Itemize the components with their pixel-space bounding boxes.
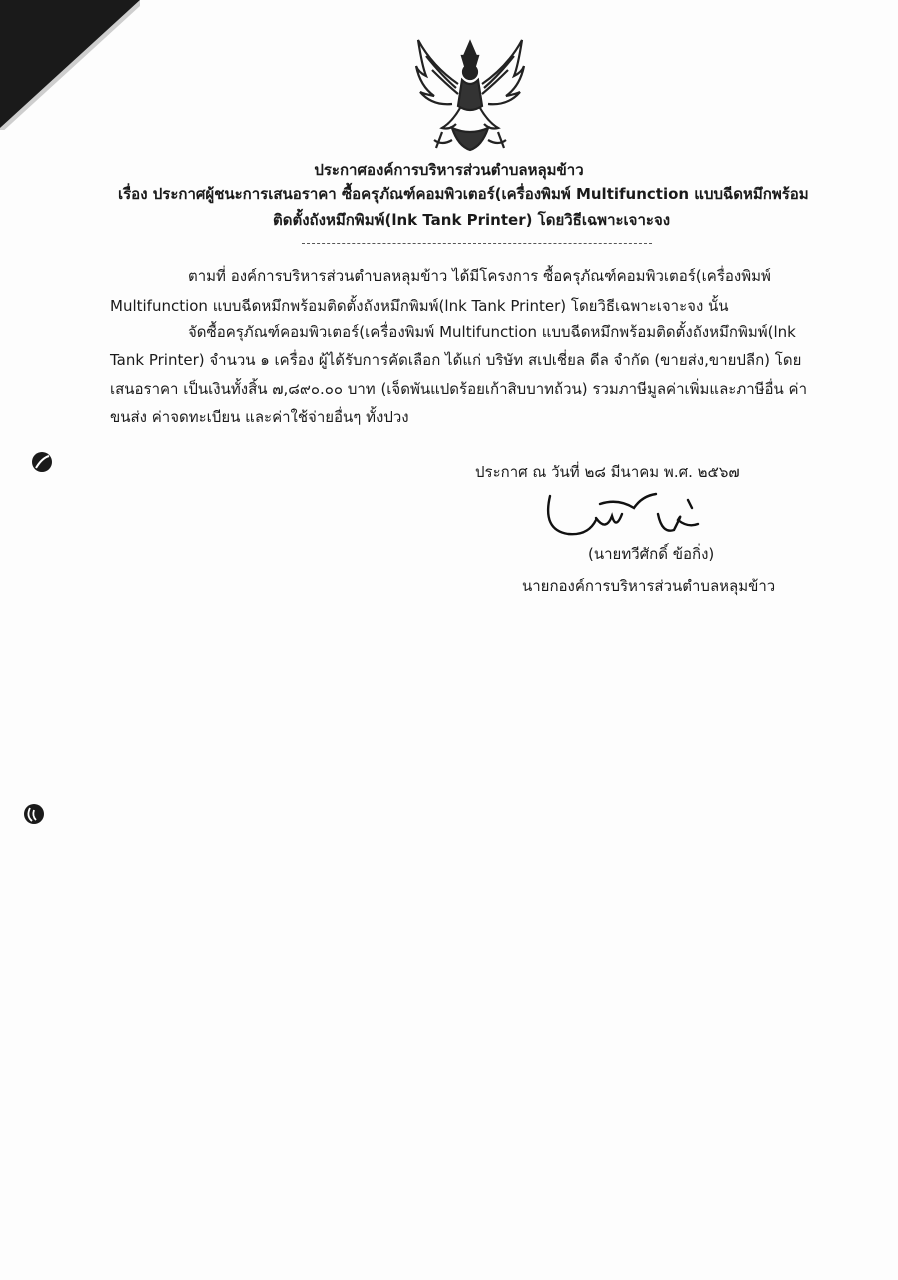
punch-hole-icon [30,450,54,474]
subject-line-1: เรื่อง ประกาศผู้ชนะการเสนอราคา ซื้อครุภัณฑ์คอมพิวเตอร์(เครื่องพิมพ์ Multifunction แบบฉีดหมึกพร้อม [118,185,809,203]
signer-position: นายกองค์การบริหารส่วนตำบลหลุมข้าว [522,577,776,595]
punch-hole-icon [22,802,46,826]
scan-shadow-corner [0,0,140,130]
announcement-heading: ประกาศองค์การบริหารส่วนตำบลหลุมข้าว [314,161,584,179]
dashed-divider [302,243,652,244]
body-line-4: Tank Printer) จำนวน ๑ เครื่อง ผู้ได้รับการคัดเลือก ได้แก่ บริษัท สเปเชี่ยล ดีล จำกัด (ขายส่ง,ขายปลีก) โดย [110,351,802,369]
body-line-3: จัดซื้อครุภัณฑ์คอมพิวเตอร์(เครื่องพิมพ์ Multifunction แบบฉีดหมึกพร้อมติดตั้งถังหมึกพิมพ์(lnk [188,323,796,341]
body-line-5: เสนอราคา เป็นเงินทั้งสิ้น ๗,๘๙๐.๐๐ บาท (เจ็ดพันแปดร้อยเก้าสิบบาทถ้วน) รวมภาษีมูลค่าเพิ่มและภาษีอื่น ค่า [110,380,808,398]
signer-name: (นายทวีศักดิ์ ข้อกิ่ง) [588,545,715,563]
body-line-6: ขนส่ง ค่าจดทะเบียน และค่าใช้จ่ายอื่นๆ ทั้งปวง [110,408,409,426]
body-line-1: ตามที่ องค์การบริหารส่วนตำบลหลุมข้าว ได้มีโครงการ ซื้อครุภัณฑ์คอมพิวเตอร์(เครื่องพิมพ์ [188,267,771,285]
handwritten-signature [538,490,738,546]
subject-line-2: ติดตั้งถังหมึกพิมพ์(lnk Tank Printer) โดยวิธีเฉพาะเจาะจง [273,211,671,229]
announcement-date: ประกาศ ณ วันที่ ๒๘ มีนาคม พ.ศ. ๒๕๖๗ [475,463,740,481]
body-line-2: Multifunction แบบฉีดหมึกพร้อมติดตั้งถังหมึกพิมพ์(lnk Tank Printer) โดยวิธีเฉพาะเจาะจง นั้น [110,297,729,315]
garuda-emblem-icon [412,36,528,154]
